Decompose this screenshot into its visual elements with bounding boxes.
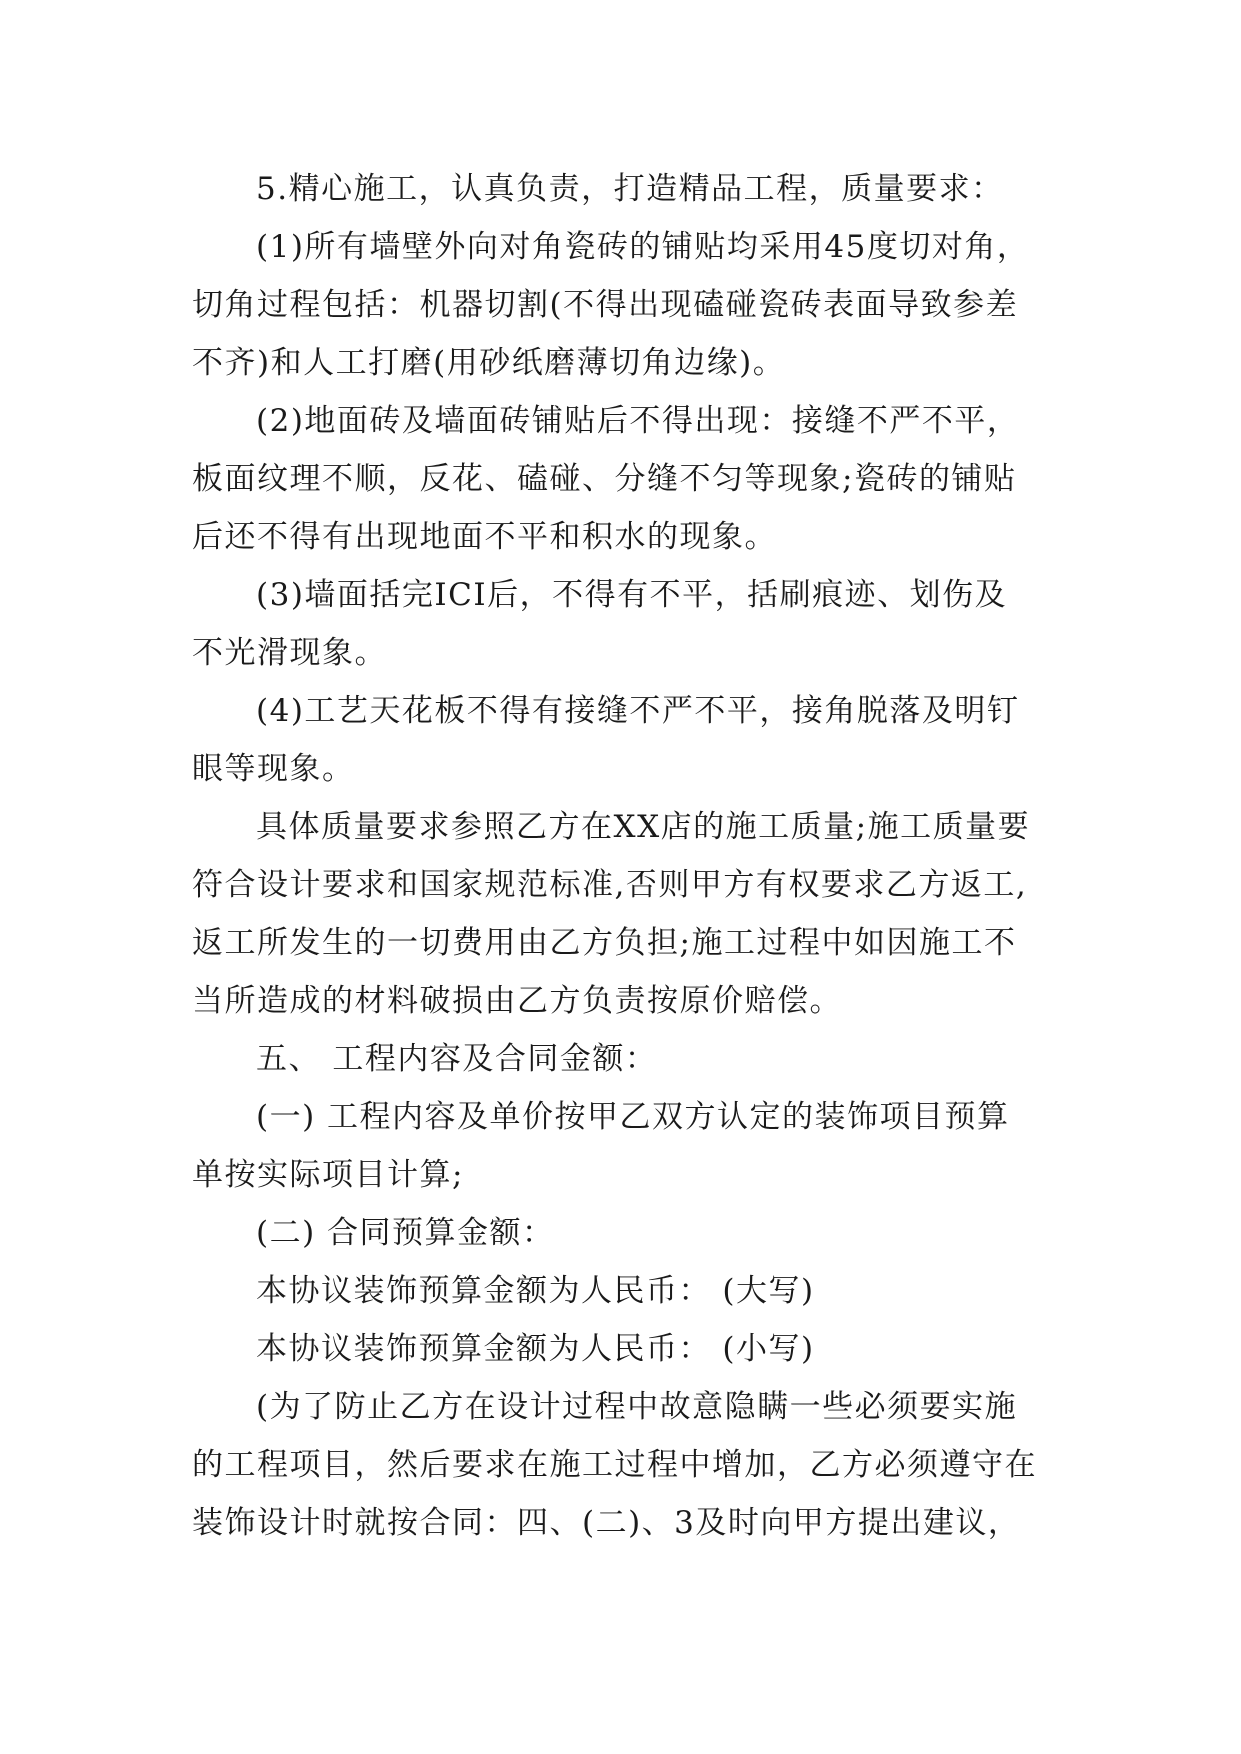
text-line: 具体质量要求参照乙方在XX店的施工质量;施工质量要 <box>256 809 1031 845</box>
text-line: (2)地面砖及墙面砖铺贴后不得出现：接缝不严不平， <box>256 403 1020 439</box>
text-line: (1)所有墙壁外向对角瓷砖的铺贴均采用45度切对角， <box>256 229 1030 265</box>
text-line: 板面纹理不顺，反花、磕碰、分缝不匀等现象;瓷砖的铺贴 <box>192 461 1017 497</box>
text-line: (4)工艺天花板不得有接缝不严不平，接角脱落及明钉 <box>256 693 1020 729</box>
text-line: (二) 合同预算金额： <box>256 1215 555 1251</box>
text-line: 本协议装饰预算金额为人民币： (大写) <box>256 1273 815 1309</box>
text-line: 不齐)和人工打磨(用砂纸磨薄切角边缘)。 <box>192 345 786 381</box>
text-line: 5.精心施工，认真负责，打造精品工程，质量要求： <box>256 171 1004 207</box>
text-line: (3)墙面括完ICI后，不得有不平，括刷痕迹、划伤及 <box>256 577 1008 613</box>
text-line: 的工程项目，然后要求在施工过程中增加，乙方必须遵守在 <box>192 1447 1037 1483</box>
document-body <box>192 160 1062 1552</box>
text-line: 返工所发生的一切费用由乙方负担;施工过程中如因施工不 <box>192 925 1017 961</box>
text-line: 眼等现象。 <box>192 751 355 787</box>
text-line: 装饰设计时就按合同：四、(二)、3及时向甲方提出建议， <box>192 1505 1021 1541</box>
text-line: 切角过程包括：机器切割(不得出现磕碰瓷砖表面导致参差 <box>192 287 1019 323</box>
text-line: 符合设计要求和国家规范标准,否则甲方有权要求乙方返工, <box>192 867 1028 903</box>
text-line: 单按实际项目计算; <box>192 1157 464 1193</box>
text-line: 当所造成的材料破损由乙方负责按原价赔偿。 <box>192 983 842 1019</box>
text-line: 本协议装饰预算金额为人民币： (小写) <box>256 1331 815 1367</box>
text-line: (为了防止乙方在设计过程中故意隐瞒一些必须要实施 <box>256 1389 1018 1425</box>
text-line: 不光滑现象。 <box>192 635 387 671</box>
section-heading: 五、 工程内容及合同金额： <box>256 1041 658 1077</box>
text-line: 后还不得有出现地面不平和积水的现象。 <box>192 519 777 555</box>
text-line: (一) 工程内容及单价按甲乙双方认定的装饰项目预算 <box>256 1099 1010 1135</box>
